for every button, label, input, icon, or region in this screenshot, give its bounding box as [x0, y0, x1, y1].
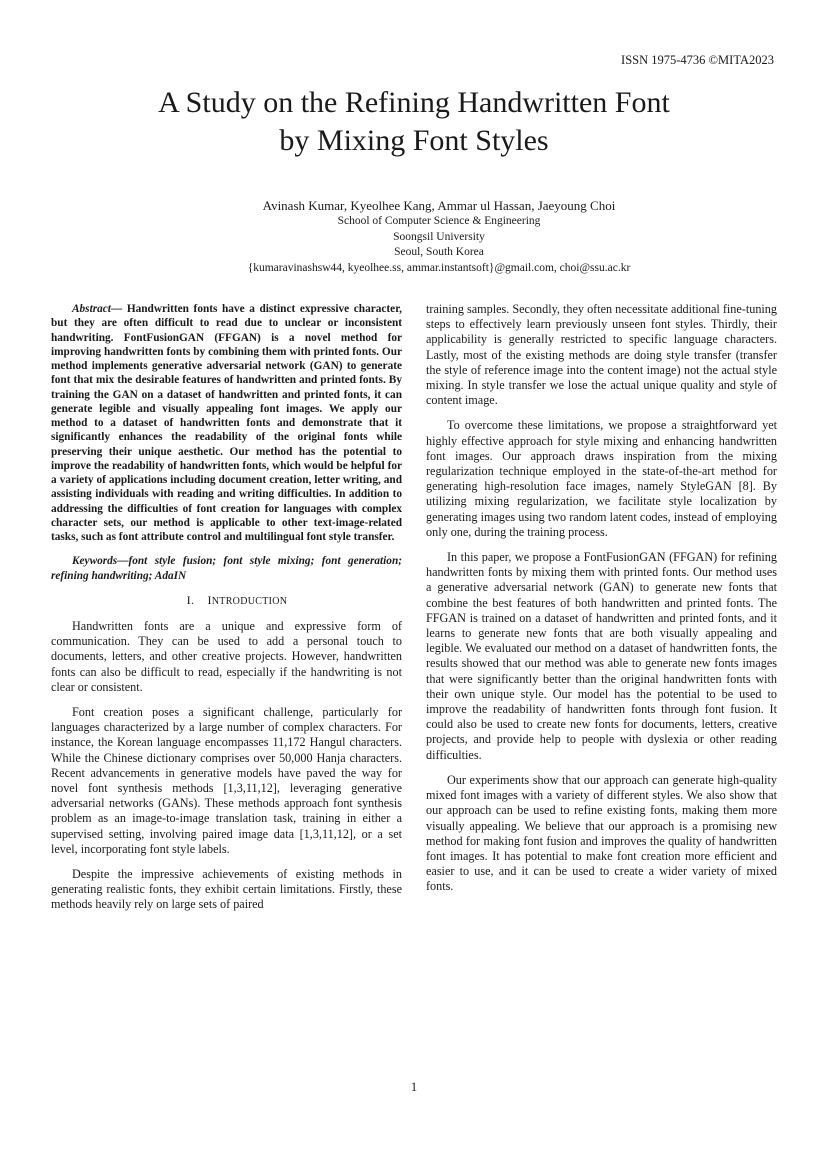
section-heading-introduction — [51, 593, 402, 609]
author-school: School of Computer Science & Engineering — [337, 215, 541, 227]
paragraph: training samples. Secondly, they often necessitate additional fine-tuning steps to effectively learn previously unseen font styles. Thirdly, their applicability is generally restricted to specific language characters. Lastly, most of the existing methods are doing style transfer (transfer the style of reference image into the content image) not the actual style mixing. In style transfer we lose the actual unique quality and style of content image. — [426, 302, 777, 408]
paragraph: In this paper, we propose a FontFusionGAN (FFGAN) for refining handwritten fonts by mixing them with printed fonts. Our method uses a generative adversarial network (GAN) to generate new fonts that combine the best features of both handwritten and printed fonts. The FFGAN is trained on a dataset of handwritten and printed fonts, and it learns to generate new fonts that are both visually appealing and legible. We evaluated our method on a dataset of handwritten fonts, the results showed that our method was able to generate new fonts images that were significantly better than the original handwritten fonts with their own unique style. Our model has the potential to be used to improve the readability of handwritten fonts through font fusion. It could also be used to create new fonts for documents, letters, creative projects, and provide help to people with dyslexia or other reading difficulties. — [426, 550, 777, 762]
right-column — [426, 302, 777, 905]
paragraph: Font creation poses a significant challenge, particularly for languages characterized by a large number of complex characters. For instance, the Korean language encompasses 11,172 Hangul characters. While the Chinese dictionary comprises over 50,000 Hanja characters. Recent advancements in generative models have paved the way for novel font synthesis methods [1,3,11,12], leveraging generative adversarial networks (GANs). These methods approach font synthesis problem as an image-to-image translation task, training in either a supervised setting, involving paired image data [1,3,11,12], or a set level, incorporating font style labels. — [51, 704, 402, 856]
author-names: Avinash Kumar, Kyeolhee Kang, Ammar ul Hassan, Jaeyoung Choi — [262, 198, 616, 213]
abstract-text: Handwritten fonts have a distinct expressive character, but they are often difficult to read due to unclear or inconsistent handwriting. FontFusionGAN (FFGAN) is a novel method for improving handwritten fonts by combining them with printed fonts. Our method implements generative adversarial network (GAN) to generate font that mix the desirable features of handwritten and printed fonts. By training the GAN on a dataset of handwritten and printed fonts, it can generate legible and visually appealing font images. We apply our method to a dataset of handwritten fonts and demonstrate that it significantly enhances the readability of the original fonts while preserving their unique aesthetic. Our method has the potential to improve the readability of handwritten fonts, which would be helpful for a variety of applications including document creation, letter writing, and assisting individuals with reading and writing difficulties. In addition to addressing the difficulties of font creation for languages with complex character sets, our method is applicable to other text-image-related tasks, such as font attribute control and multilingual font style transfer. — [51, 303, 402, 543]
author-location: Seoul, South Korea — [394, 246, 484, 258]
paragraph: Handwritten fonts are a unique and expressive form of communication. They can be used to add a personal touch to documents, letters, and other creative projects. However, handwritten fonts can also be difficult to read, especially if the handwriting is not clear or consistent. — [51, 618, 402, 694]
keywords: Keywords—font style fusion; font style mixing; font generation; refining handwriting; AdaIN — [51, 555, 402, 582]
section-title-rest: NTRODUCTION — [211, 595, 288, 607]
paragraph: Despite the impressive achievements of existing methods in generating realistic fonts, they exhibit certain limitations. Firstly, these methods heavily rely on large sets of paired — [51, 867, 402, 912]
author-university: Soongsil University — [393, 230, 485, 243]
title-line-1: A Study on the Refining Handwritten Font — [158, 86, 670, 119]
page-number: 1 — [410, 1080, 418, 1094]
paper-title — [0, 84, 828, 160]
author-block — [0, 198, 828, 276]
paragraph: Our experiments show that our approach can generate high-quality mixed font images with a variety of different styles. We also show that our approach can be used to refine existing fonts, making them more visually appealing. We believe that our approach is a promising new method for making font fusion and improves the quality of handwritten font images. It has potential to make font creation more efficient and easier to use, and it can be used to create a wider variety of mixed fonts. — [426, 772, 777, 894]
title-line-2: by Mixing Font Styles — [279, 124, 549, 157]
section-title-first: I — [207, 592, 212, 607]
abstract — [51, 302, 402, 544]
left-column — [51, 302, 402, 923]
issn-header: ISSN 1975-4736 ©MITA2023 — [621, 53, 774, 67]
abstract-lead: Abstract— — [72, 303, 123, 315]
section-number: I. — [186, 592, 195, 607]
paragraph: To overcome these limitations, we propose a straightforward yet highly effective approach for style mixing and enhancing handwritten font images. Our approach draws inspiration from the mixing regularization technique employed in the state-of-the-art method for generating high-resolution face images, namely StyleGAN [8]. By utilizing mixing regularization, we facilitate style localization by generating images using two random latent codes, instead of employing only one, during the training process. — [426, 418, 777, 539]
author-emails: {kumaravinashsw44, kyeolhee.ss, ammar.instantsoft}@gmail.com, choi@ssu.ac.kr — [247, 261, 631, 274]
